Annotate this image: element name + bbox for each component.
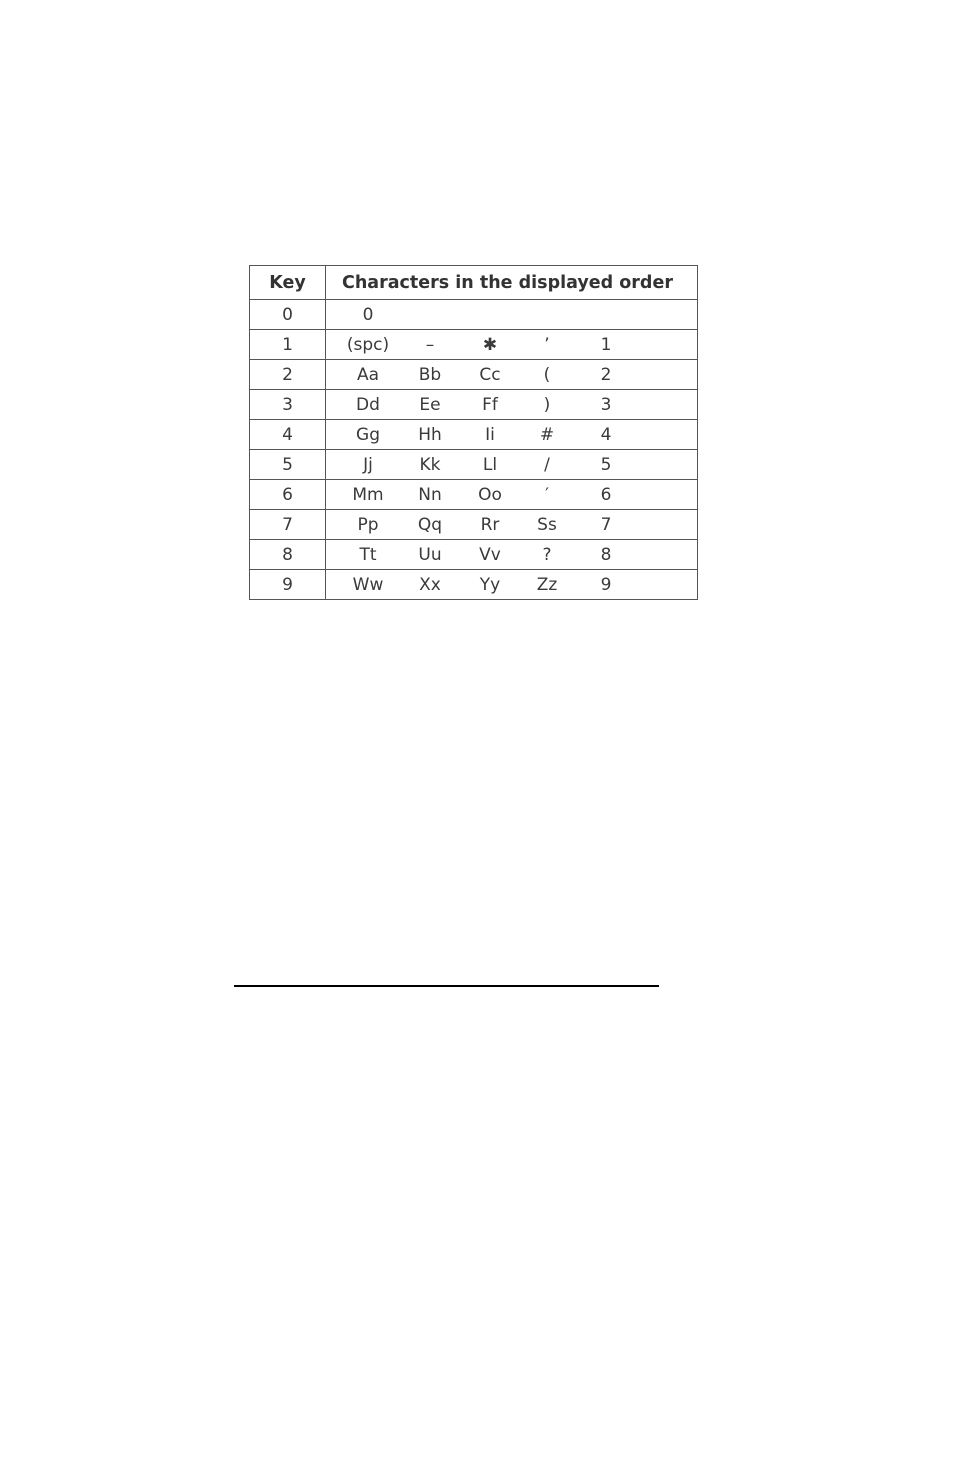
character-entry: Qq <box>417 514 443 535</box>
key-cell: 8 <box>250 540 326 570</box>
character-entry: Cc <box>479 364 501 385</box>
characters-cell <box>326 570 698 600</box>
characters-cell <box>326 330 698 360</box>
character-entry: Ii <box>485 424 495 445</box>
character-entry: ( <box>543 364 551 385</box>
characters-cell <box>326 450 698 480</box>
table-row <box>250 300 698 330</box>
character-entry: (spc) <box>346 334 390 355</box>
character-entry: Jj <box>363 454 373 475</box>
key-column-header: Key <box>250 266 326 300</box>
character-entry: ’ <box>544 334 550 355</box>
horizontal-rule <box>234 985 659 987</box>
character-entry: Ww <box>352 574 384 595</box>
character-entry: Ss <box>537 514 557 535</box>
character-entry: Ff <box>482 394 498 415</box>
character-entry: 3 <box>600 394 612 415</box>
character-entry: Pp <box>357 514 379 535</box>
key-cell: 4 <box>250 420 326 450</box>
character-entry: / <box>544 454 550 475</box>
key-cell: 9 <box>250 570 326 600</box>
character-entry: Xx <box>419 574 441 595</box>
character-entry: Ll <box>482 454 498 475</box>
table-row <box>250 450 698 480</box>
character-entry: 2 <box>600 364 612 385</box>
character-entry: 4 <box>600 424 612 445</box>
character-entry: Hh <box>418 424 442 445</box>
key-cell: 5 <box>250 450 326 480</box>
character-entry: 6 <box>600 484 612 505</box>
character-entry: Mm <box>352 484 384 505</box>
table-row <box>250 360 698 390</box>
characters-cell <box>326 300 698 330</box>
table-row <box>250 420 698 450</box>
character-entry: ✱ <box>482 334 498 355</box>
table-row <box>250 330 698 360</box>
table-row <box>250 540 698 570</box>
character-entry: ′ <box>545 484 549 505</box>
character-entry: 8 <box>600 544 612 565</box>
character-entry: # <box>539 424 555 445</box>
key-cell: 2 <box>250 360 326 390</box>
key-cell: 0 <box>250 300 326 330</box>
character-entry: Oo <box>478 484 502 505</box>
characters-cell <box>326 540 698 570</box>
character-entry: Vv <box>479 544 501 565</box>
key-character-table <box>249 265 698 600</box>
characters-cell <box>326 360 698 390</box>
table-body <box>250 300 698 600</box>
key-cell: 6 <box>250 480 326 510</box>
table-row <box>250 570 698 600</box>
character-entry: 5 <box>600 454 612 475</box>
character-entry: 1 <box>600 334 612 355</box>
character-entry: Nn <box>418 484 442 505</box>
character-entry: Tt <box>359 544 377 565</box>
character-entry: 0 <box>362 304 374 325</box>
table-row <box>250 510 698 540</box>
character-entry: Uu <box>418 544 442 565</box>
characters-cell <box>326 480 698 510</box>
character-entry: – <box>425 334 435 355</box>
table-row <box>250 480 698 510</box>
table-header-row <box>250 266 698 300</box>
key-cell: 1 <box>250 330 326 360</box>
key-cell: 7 <box>250 510 326 540</box>
key-cell: 3 <box>250 390 326 420</box>
character-entry: Kk <box>419 454 441 475</box>
characters-cell <box>326 390 698 420</box>
character-entry: Dd <box>356 394 380 415</box>
table-row <box>250 390 698 420</box>
character-entry: Ee <box>419 394 441 415</box>
characters-cell <box>326 510 698 540</box>
character-entry: Bb <box>418 364 442 385</box>
characters-column-header: Characters in the displayed order <box>326 266 698 300</box>
character-entry: Aa <box>356 364 380 385</box>
character-entry: ? <box>542 544 552 565</box>
characters-cell <box>326 420 698 450</box>
character-entry: Rr <box>480 514 500 535</box>
character-entry: ) <box>543 394 551 415</box>
character-entry: Gg <box>356 424 380 445</box>
character-entry: Zz <box>536 574 558 595</box>
character-entry: 9 <box>600 574 612 595</box>
character-entry: 7 <box>600 514 612 535</box>
character-entry: Yy <box>479 574 501 595</box>
